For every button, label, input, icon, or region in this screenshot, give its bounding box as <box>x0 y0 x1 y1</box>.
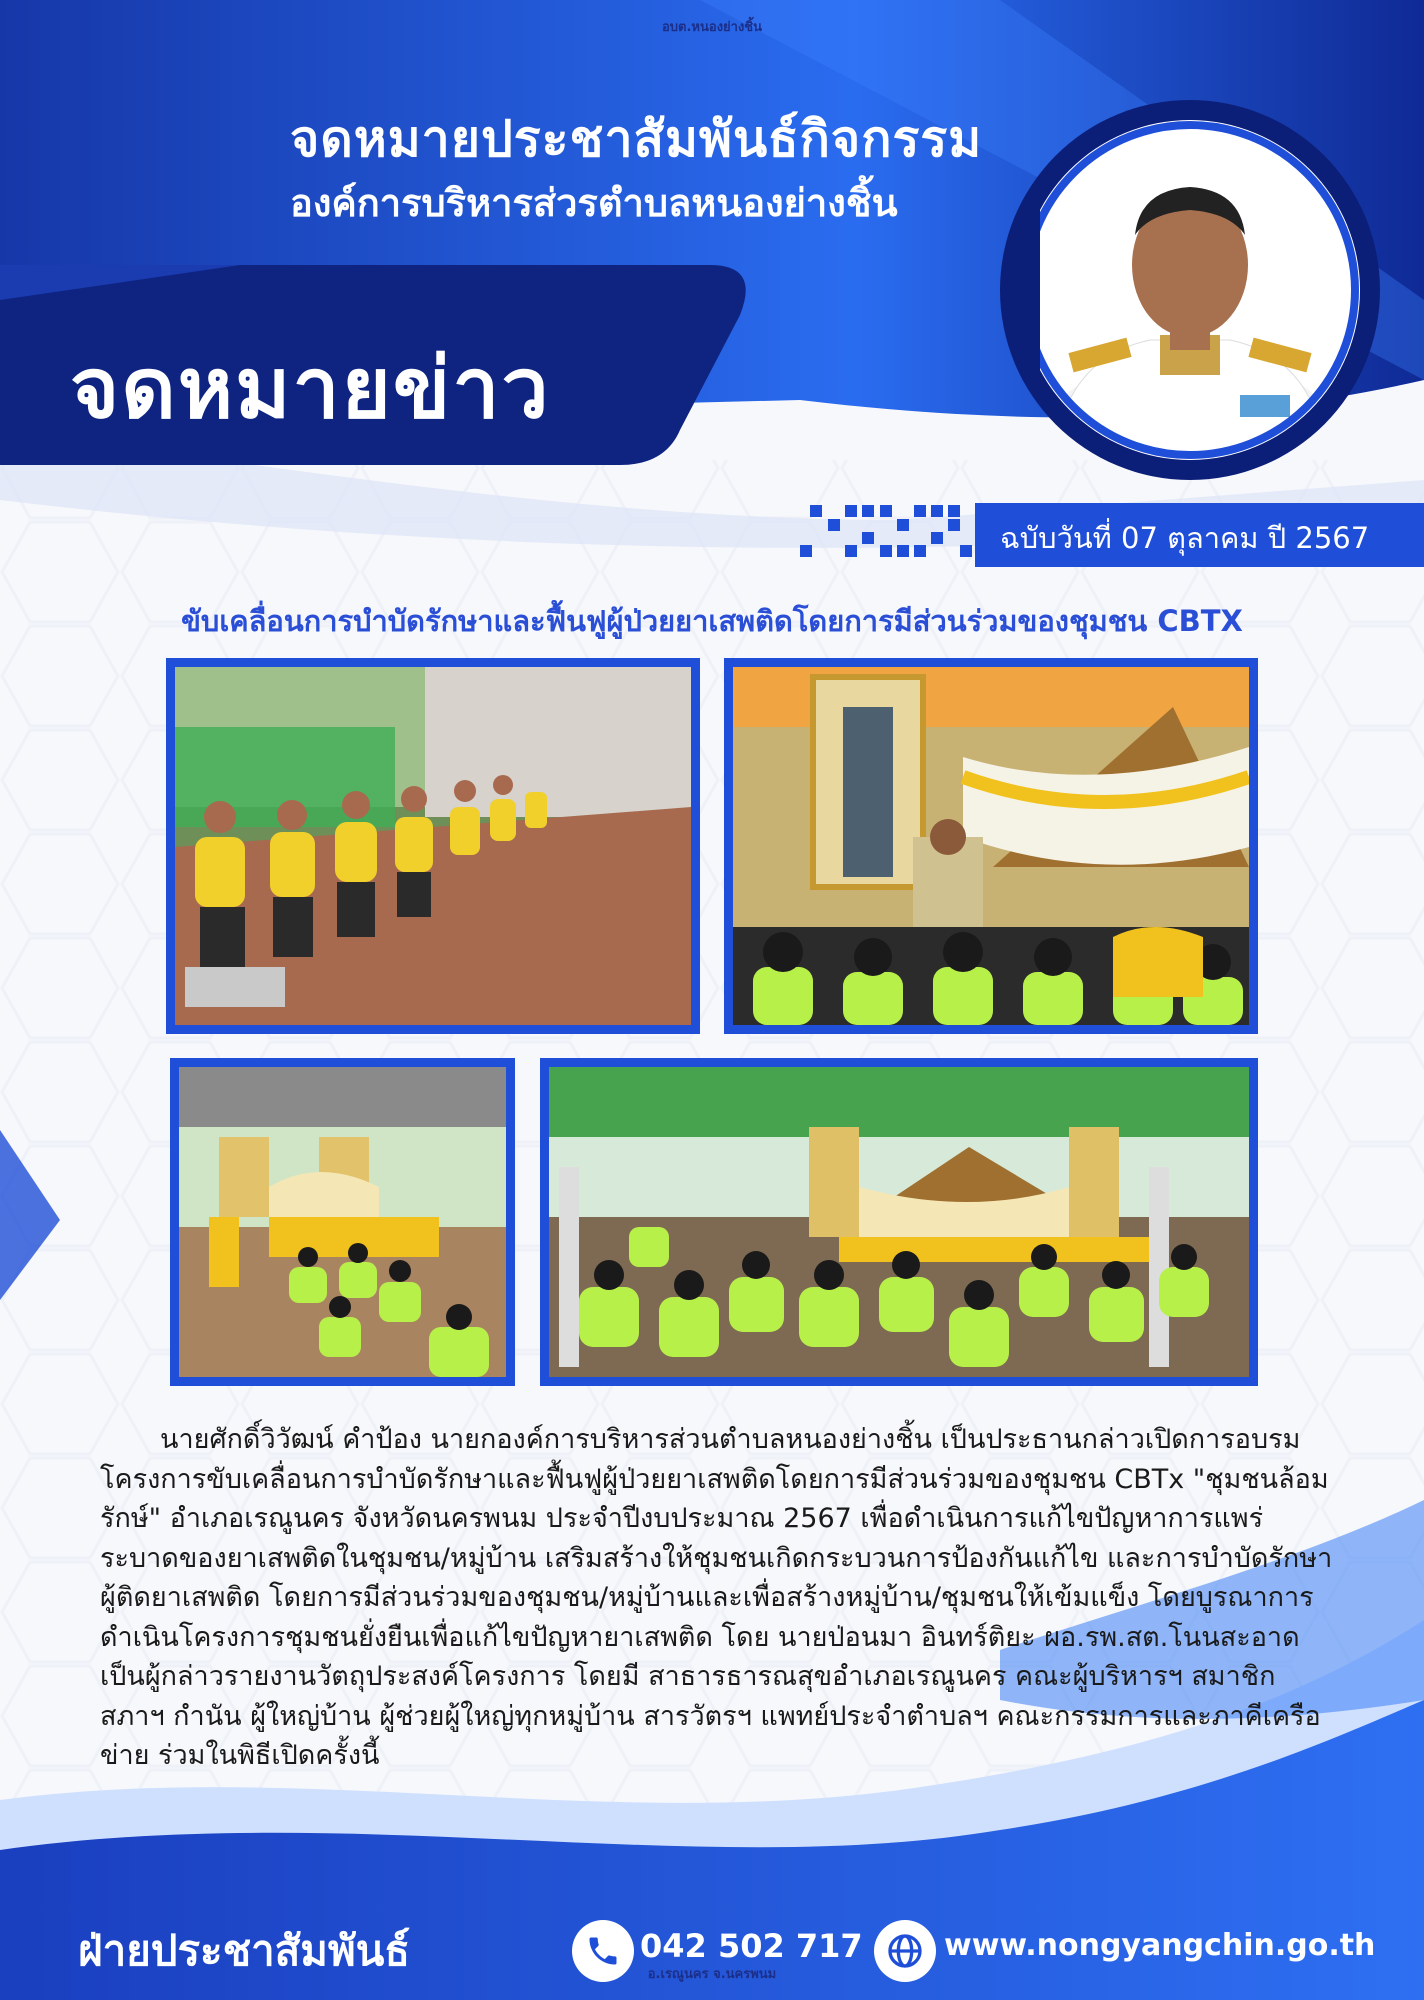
footer-phone[interactable]: 042 502 717 <box>640 1927 863 1965</box>
logo-top-text: อบต.หนองย่างชิ้น <box>661 20 763 35</box>
article-headline: ขับเคลื่อนการบำบัดรักษาและฟื้นฟูผู้ป่วยยาเสพติดโดยการมีส่วนร่วมของชุมชน CBTX <box>181 604 1243 638</box>
event-photo-2 <box>724 658 1258 1034</box>
footer-website-link[interactable]: www.nongyangchin.go.th <box>944 1928 1376 1963</box>
event-photo-1 <box>166 658 700 1034</box>
globe-icon <box>874 1920 936 1982</box>
issue-date: ฉบับวันที่ 07 ตุลาคม ปี 2567 <box>1000 521 1370 555</box>
header-subtitle: องค์การบริหารส่วรตำบลหนองย่างชิ้น <box>290 181 898 225</box>
article-body: นายศักดิ์วิวัฒน์ คำป้อง นายกองค์การบริหารส่วนตำบลหนองย่างชิ้น เป็นประธานกล่าวเปิดการอบรมโครงการขับเคลื่อนการบำบัดรักษาและฟื้นฟูผู้ป่วยยาเสพติดโดยการมีส่วนร่วมของชุมชน CBTx "ชุมชนล้อมรักษ์" อำเภอเรณูนคร จังหวัดนครพนม ประจำปีงบประมาณ 2567 เพื่อดำเนินการแก้ไขปัญหาการแพร่ระบาดของยาเสพติดในชุมชน/หมู่บ้าน เสริมสร้างให้ชุมชนเกิดกระบวนการป้องกันแก้ไข และการบำบัดรักษาผู้ติดยาเสพติด โดยการมีส่วนร่วมของชุมชน/หมู่บ้านและเพื่อสร้างหมู่บ้าน/ชุมชนให้เข้มแข็ง โดยบูรณาการดำเนินโครงการชุมชนยั่งยืนเพื่อแก้ไขปัญหายาเสพติด โดย นายป่อนมา อินทร์ติยะ ผอ.รพ.สต.โนนสะอาด เป็นผู้กล่าวรายงานวัตถุประสงค์โครงการ โดยมี สาธารธารณสุขอำเภอเรณูนคร คณะผู้บริหารฯ สมาชิกสภาฯ กำนัน ผู้ใหญ่บ้าน ผู้ช่วยผู้ใหญ่ทุกหมู่บ้าน สารวัตรฯ แพทย์ประจำตำบลฯ คณะกรรมการและภาคีเครือข่าย ร่วมในพิธีเปิดครั้งนี้ <box>100 1424 1333 1771</box>
event-photo-4 <box>540 1058 1258 1386</box>
portrait-photo <box>1040 95 1420 465</box>
logo-bottom-text: อ.เรณูนคร จ.นครพนม <box>647 1967 777 1982</box>
event-photo-3 <box>170 1058 515 1386</box>
footer-department: ฝ่ายประชาสัมพันธ์ <box>78 1926 411 1975</box>
header-title: จดหมายประชาสัมพันธ์กิจกรรม <box>290 110 983 168</box>
newsletter-title: จดหมายข่าว <box>70 339 551 437</box>
phone-icon <box>572 1920 634 1982</box>
